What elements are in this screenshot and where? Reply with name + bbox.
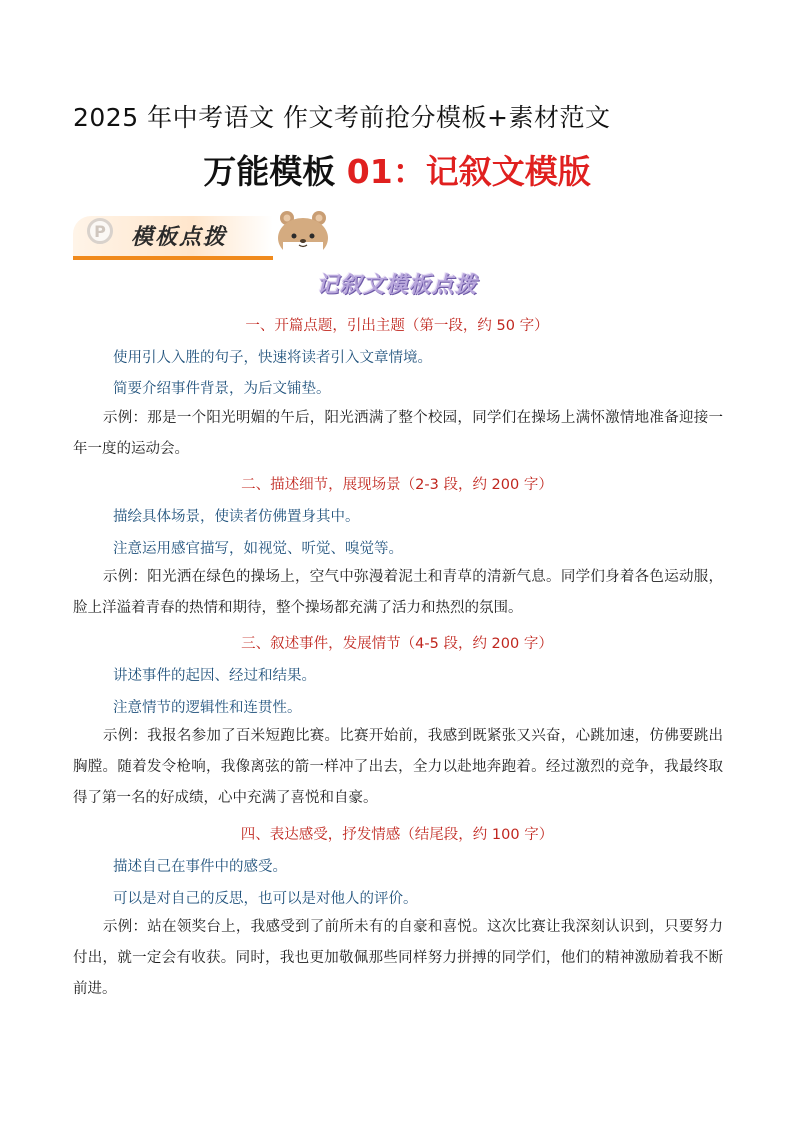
section-2-example: 示例：阳光洒在绿色的操场上，空气中弥漫着泥土和青草的清新气息。同学们身着各色运动服，脸上洋溢着青春的热情和期待，整个操场都充满了活力和热烈的氛围。 xyxy=(73,569,723,616)
document-title: 2025 年中考语文 作文考前抢分模板+素材范文 xyxy=(73,103,611,132)
template-tips-banner xyxy=(73,208,329,258)
section-4-point-2: 可以是对自己的反思，也可以是对他人的评价。 xyxy=(113,891,418,907)
section-1-point-2: 简要介绍事件背景，为后文铺垫。 xyxy=(113,381,331,397)
banner-label: 模板点拨 xyxy=(131,225,228,250)
section-3-example: 示例：我报名参加了百米短跑比赛。比赛开始前，我感到既紧张又兴奋，心跳加速，仿佛要跳出胸膛。随着发令枪响，我像离弦的箭一样冲了出去，全力以赴地奔跑着。经过激烈的竞争，我最终取得了第一名的好成绩，心中充满了喜悦和自豪。 xyxy=(73,728,723,806)
section-1-heading: 一、开篇点题，引出主题（第一段，约 50 字） xyxy=(245,318,549,334)
main-title xyxy=(0,146,794,193)
p-badge-icon: P xyxy=(87,218,113,244)
section-heading: 记叙文模板点拨 xyxy=(316,273,478,298)
section-3-heading: 三、叙述事件，发展情节（4-5 段，约 200 字） xyxy=(241,636,553,652)
section-2-point-1: 描绘具体场景，使读者仿佛置身其中。 xyxy=(113,509,360,525)
section-4-example: 示例：站在领奖台上，我感受到了前所未有的自豪和喜悦。这次比赛让我深刻认识到，只要努力付出，就一定会有收获。同时，我也更加敬佩那些同样努力拼搏的同学们，他们的精神激励着我不断前进。 xyxy=(73,919,723,997)
section-4-point-1: 描述自己在事件中的感受。 xyxy=(113,859,287,875)
section-4-heading: 四、表达感受，抒发情感（结尾段，约 100 字） xyxy=(240,827,554,843)
section-3-point-2: 注意情节的逻辑性和连贯性。 xyxy=(113,700,302,716)
section-3-point-1: 讲述事件的起因、经过和结果。 xyxy=(113,668,316,684)
main-title-prefix: 万能模板 xyxy=(203,152,347,191)
section-2-point-2: 注意运用感官描写，如视觉、听觉、嗅觉等。 xyxy=(113,541,403,557)
main-title-highlight: 01：记叙文模版 xyxy=(346,152,591,191)
bear-icon xyxy=(273,208,333,260)
section-2-heading: 二、描述细节，展现场景（2-3 段，约 200 字） xyxy=(241,477,553,493)
section-1-point-1: 使用引人入胜的句子，快速将读者引入文章情境。 xyxy=(113,350,432,366)
section-1-example: 示例：那是一个阳光明媚的午后，阳光洒满了整个校园，同学们在操场上满怀激情地准备迎接一年一度的运动会。 xyxy=(73,410,723,457)
